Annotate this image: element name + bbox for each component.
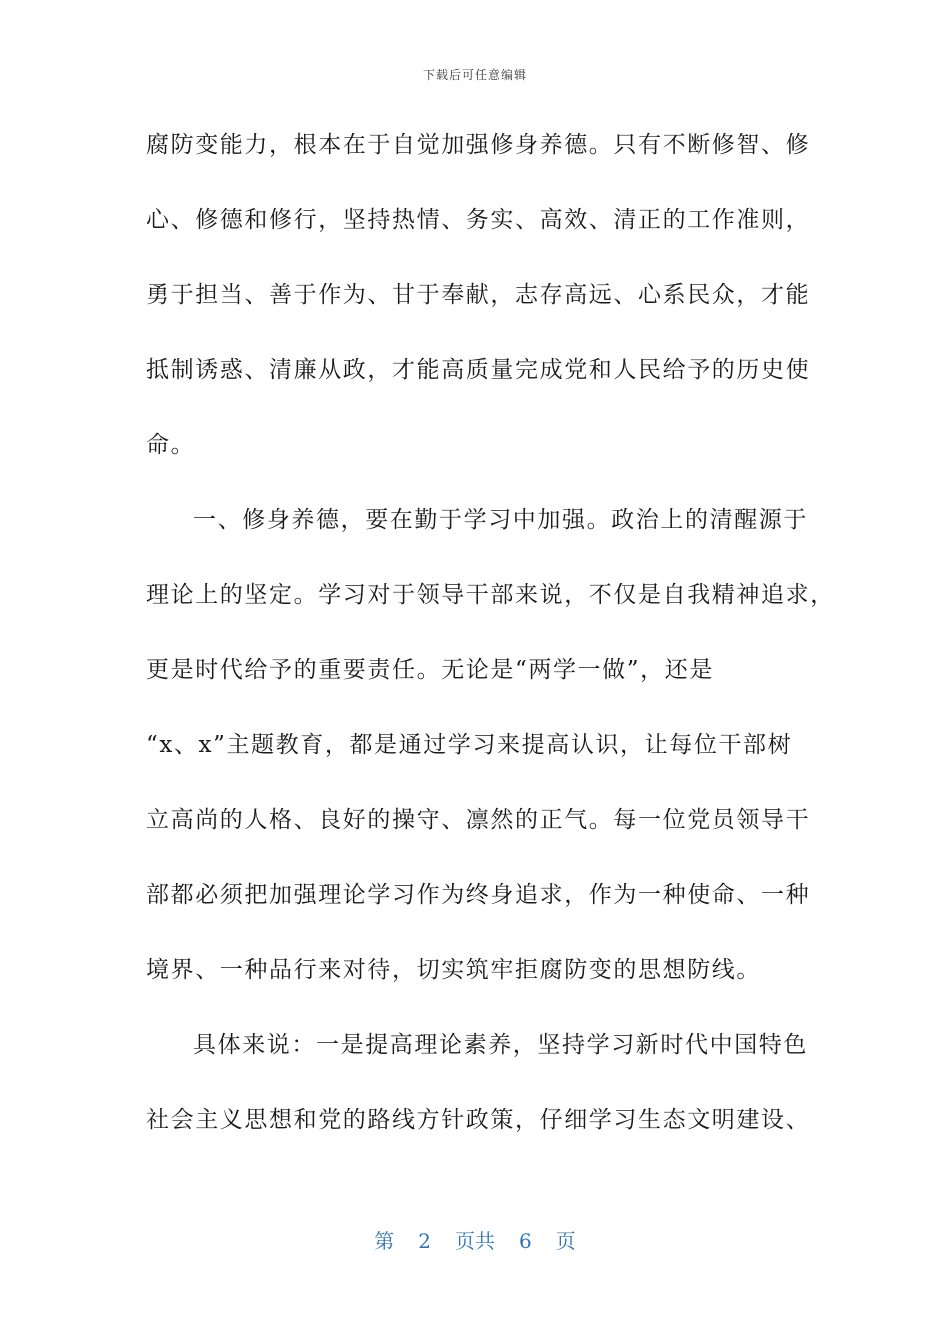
- text-line: 命。: [146, 432, 196, 458]
- text-line: 境界、一种品行来对待，切实筑牢拒腐防变的思想防线。: [146, 957, 761, 983]
- paragraph-start-line: 一、修身养德，要在勤于学习中加强。政治上的清醒源于: [193, 507, 808, 533]
- page-label-mid: 页共: [455, 1229, 495, 1253]
- text-line: 部都必须把加强理论学习作为终身追求，作为一种使命、一种: [146, 882, 811, 908]
- current-page-number: 2: [418, 1229, 431, 1253]
- text-line: 腐防变能力，根本在于自觉加强修身养德。只有不断修智、修: [146, 132, 811, 158]
- page-footer: [0, 1225, 950, 1254]
- text-line: 更是时代给予的重要责任。无论是“两学一做”，还是: [146, 657, 714, 683]
- paragraph-start-line: 具体来说：一是提高理论素养，坚持学习新时代中国特色: [193, 1032, 808, 1058]
- text-line: 理论上的坚定。学习对于领导干部来说，不仅是自我精神追求，: [146, 582, 835, 608]
- page-header-note: 下载后可任意编辑: [422, 68, 527, 82]
- document-body: [146, 125, 835, 1175]
- page-label-prefix: 第: [374, 1229, 395, 1253]
- text-line: “x、x”主题教育，都是通过学习来提高认识，让每位干部树: [146, 732, 793, 758]
- text-line: 抵制诱惑、清廉从政，才能高质量完成党和人民给予的历史使: [146, 357, 811, 383]
- text-line: 心、修德和修行，坚持热情、务实、高效、清正的工作准则，: [146, 207, 811, 233]
- text-line: 勇于担当、善于作为、甘于奉献，志存高远、心系民众，才能: [146, 282, 811, 308]
- text-line: 社会主义思想和党的路线方针政策，仔细学习生态文明建设、: [146, 1107, 811, 1133]
- page-label-suffix: 页: [555, 1229, 576, 1253]
- text-line: 立高尚的人格、良好的操守、凛然的正气。每一位党员领导干: [146, 807, 811, 833]
- total-pages-number: 6: [519, 1229, 532, 1253]
